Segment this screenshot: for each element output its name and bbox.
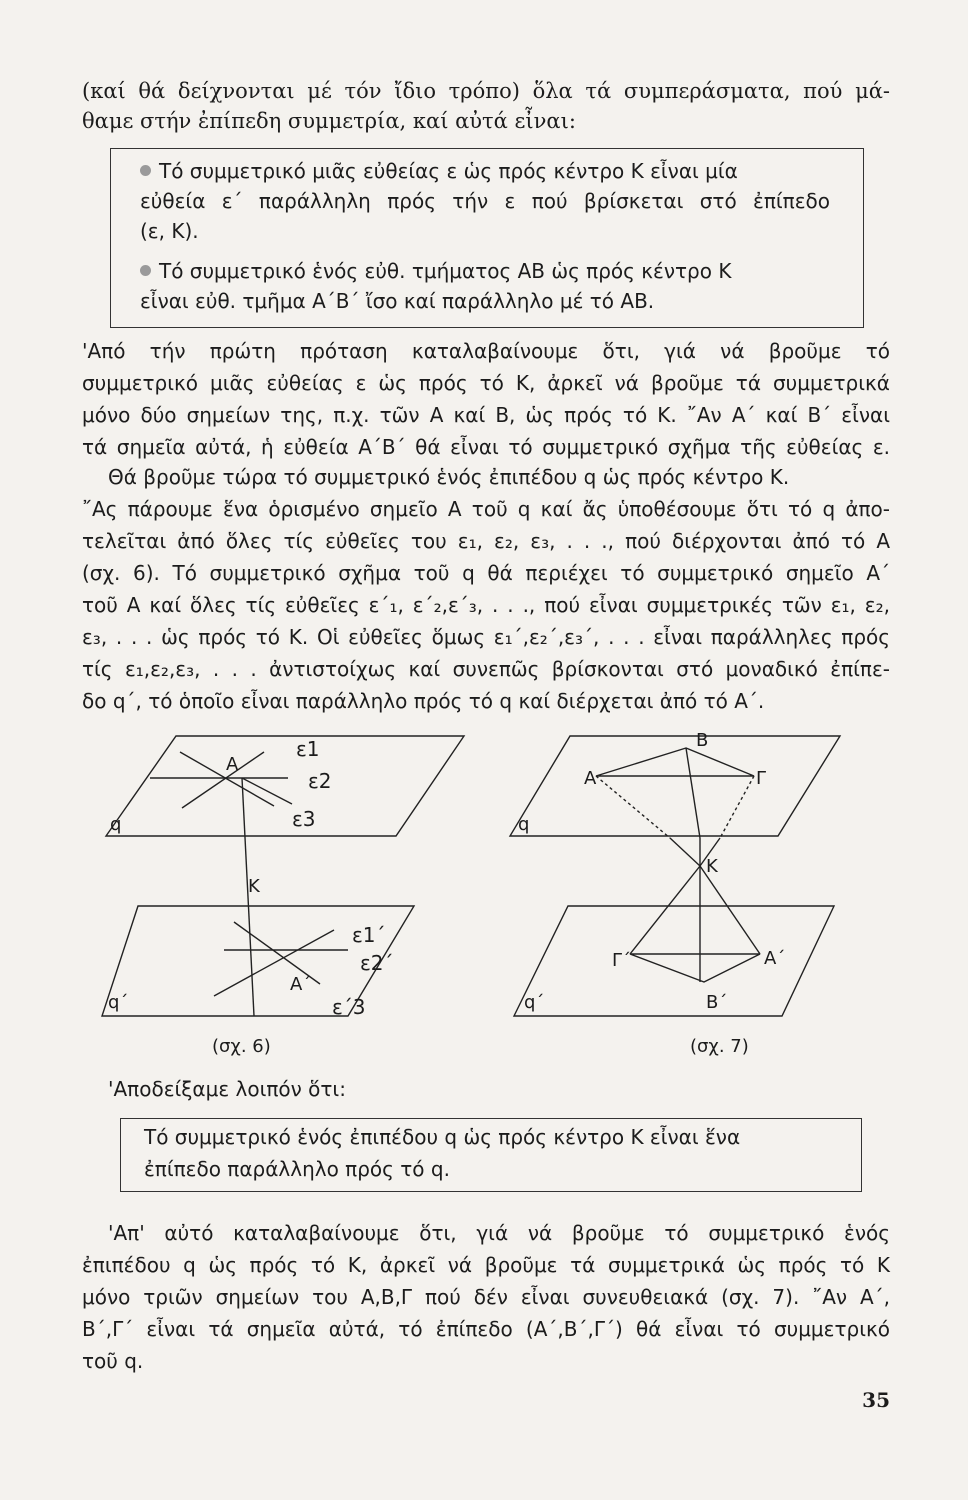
- label-q: q: [518, 814, 530, 835]
- label-A: A: [584, 768, 597, 789]
- label-A-prime: A΄: [764, 948, 786, 969]
- body1-line-4: τά σημεῖα αὐτά, ἡ εὐθεία Α΄Β΄ θά εἶναι τό συμμετρικό σχῆμα τῆς εὐθείας ε.: [82, 435, 890, 459]
- body1-line-1: 'Από τήν πρώτη πρόταση καταλαβαίνουμε ὅτι, γιά νά βροῦμε τό: [82, 339, 890, 363]
- body1-line-11: τίς ε₁,ε₂,ε₃, . . . ἀντιστοίχως καί συνεπῶς βρίσκονται στό μοναδικό ἐπίπε-: [82, 657, 890, 681]
- box1-item1-line2: εὐθεία ε΄ παράλληλη πρός τήν ε πού βρίσκεται στό ἐπίπεδο: [140, 189, 830, 213]
- triangle-ABG: [596, 748, 754, 776]
- body1-line-9: τοῦ Α καί ὅλες τίς εὐθεῖες ε΄₁, ε΄₂,ε΄₃, . . ., πού εἶναι συμμετρικές τῶν ε₁, ε₂,: [82, 593, 890, 617]
- label-q-prime: q΄: [524, 992, 545, 1013]
- line-A-K: [596, 776, 670, 838]
- body1-line-6: ῎Ας πάρουμε ἕνα ὁρισμένο σημεῖο Α τοῦ q καί ἄς ὑποθέσουμε ὅτι τό q ἀπο-: [82, 497, 890, 521]
- box1-item1-line1: [140, 156, 830, 186]
- label-e3-prime: ε΄3: [332, 995, 366, 1019]
- label-e2-prime: ε2΄: [360, 951, 394, 975]
- body2-line-3: μόνο τριῶν σημείων του Α,Β,Γ πού δέν εἶναι συνευθειακά (σχ. 7). ῎Αν Α΄,: [82, 1285, 890, 1309]
- plane-q: [106, 736, 464, 836]
- box1-item2-text1: Τό συμμετρικό ἑνός εὐθ. τμήματος ΑΒ ὡς πρός κέντρο Κ: [159, 259, 732, 283]
- line-K-Ap: [700, 866, 760, 954]
- line-e3-prime: [214, 930, 334, 996]
- bullet-icon: [140, 165, 151, 176]
- triangle-ApBpGp: [630, 954, 760, 982]
- figure-7-caption: (σχ. 7): [690, 1036, 749, 1057]
- body1-line-8: (σχ. 6). Τό συμμετρικό σχῆμα τοῦ q θά περιέχει τό συμμετρικό σημεῖο Α΄: [82, 561, 890, 585]
- label-K: K: [248, 876, 260, 897]
- intro-line-2: θαμε στήν ἐπίπεδη συμμετρία, καί αὐτά εἶναι:: [82, 109, 576, 133]
- figure-6: [84, 726, 494, 1066]
- box1-item2-line2: εἶναι εὐθ. τμῆμα Α΄Β΄ ἴσο καί παράλληλο μέ τό ΑΒ.: [140, 289, 655, 313]
- intro-line-1: (καί θά δείχνονται μέ τόν ἴδιο τρόπο) ὅλα τά συμπεράσματα, πού μά-: [82, 79, 890, 103]
- body1-line-10: ε₃, . . . ὡς πρός τό Κ. Οἱ εὐθεῖες ὅμως ε₁΄,ε₂΄,ε₃΄, . . . εἶναι παράλληλες πρός: [82, 625, 890, 649]
- box1-item1-line3: (ε, Κ).: [140, 219, 199, 243]
- label-q: q: [110, 814, 122, 835]
- box1-item1-text1: Τό συμμετρικό μιᾶς εὐθείας ε ὡς πρός κέντρο Κ εἶναι μία: [159, 159, 738, 183]
- label-K: K: [706, 856, 718, 877]
- line-A-K-solid: [670, 838, 700, 866]
- body1-line-12: δο q΄, τό ὁποῖο εἶναι παράλληλο πρός τό q καί διέρχεται ἀπό τό Α΄.: [82, 689, 765, 713]
- label-e1-prime: ε1΄: [352, 923, 386, 947]
- line-e3-ext: [242, 778, 292, 804]
- label-A: A: [226, 754, 239, 775]
- label-e3: ε3: [292, 807, 316, 831]
- body2-line-2: ἐπιπέδου q ὡς πρός τό Κ, ἀρκεῖ νά βροῦμε τά συμμετρικά ὡς πρός τό Κ: [82, 1253, 890, 1277]
- box2-line-2: ἐπίπεδο παράλληλο πρός τό q.: [144, 1157, 450, 1181]
- body1-line-5: Θά βροῦμε τώρα τό συμμετρικό ἑνός ἐπιπέδου q ὡς πρός κέντρο Κ.: [108, 465, 790, 489]
- body1-line-2: συμμετρικό μιᾶς εὐθείας ε ὡς πρός τό Κ, ἀρκεῖ νά βροῦμε τά συμμετρικά: [82, 371, 890, 395]
- plane-q-prime: [514, 906, 834, 1016]
- conclusion-label: 'Αποδείξαμε λοιπόν ὅτι:: [108, 1077, 346, 1101]
- body1-line-3: μόνο δύο σημείων της, π.χ. τῶν Α καί Β, ὡς πρός τό Κ. ῎Αν Α΄ καί Β΄ εἶναι: [82, 403, 890, 427]
- line-B-K: [686, 748, 700, 838]
- label-e1: ε1: [296, 737, 320, 761]
- line-K-Gp: [630, 866, 700, 954]
- label-G: Γ: [756, 768, 767, 789]
- label-B: B: [696, 730, 709, 751]
- body2-line-4: Β΄,Γ΄ εἶναι τά σημεῖα αὐτά, τό ἐπίπεδο (Α΄,Β΄,Γ΄) θά εἶναι τό συμμετρικό: [82, 1317, 890, 1341]
- body2-line-1: 'Απ' αὐτό καταλαβαίνουμε ὅτι, γιά νά βροῦμε τό συμμετρικό ἑνός: [108, 1221, 890, 1245]
- label-B-prime: B΄: [706, 992, 728, 1013]
- box2-line-1: Τό συμμετρικό ἑνός ἐπιπέδου q ὡς πρός κέντρο Κ εἶναι ἕνα: [144, 1125, 741, 1149]
- page-number: 35: [862, 1388, 890, 1412]
- bullet-icon: [140, 265, 151, 276]
- box1-item2-line1: [140, 256, 830, 286]
- figure-7: [500, 726, 880, 1066]
- body2-line-5: τοῦ q.: [82, 1349, 144, 1373]
- label-q-prime: q΄: [108, 992, 129, 1013]
- figure-6-caption: (σχ. 6): [212, 1036, 271, 1057]
- label-G-prime: Γ΄: [612, 950, 632, 971]
- label-A-prime: A΄: [290, 974, 312, 995]
- label-e2: ε2: [308, 769, 332, 793]
- line-G-K: [720, 776, 754, 838]
- body1-line-7: τελεῖται ἀπό ὅλες τίς εὐθεῖες του ε₁, ε₂, ε₃, . . ., πού διέρχονται ἀπό τό Α: [82, 529, 890, 553]
